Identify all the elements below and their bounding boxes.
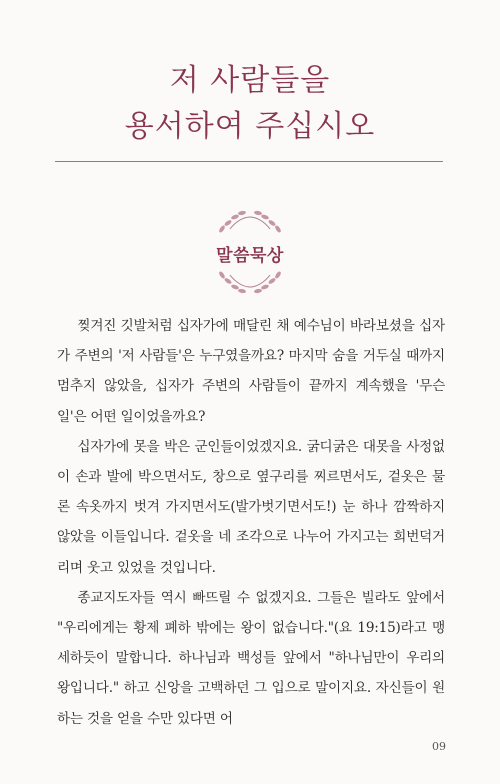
paragraph: 종교지도자들 역시 빠뜨릴 수 없겠지요. 그들은 빌라도 앞에서 "우리에게는 황제 폐하 밖에는 왕이 없습니다."(요 19:15)라고 맹세하듯이 말합니다. 하나님과 백성들 앞에서 "하나님만이 우리의 왕입니다." 하고 신앙을 고백하던 그 입으로 말이지요. 자신들이 원하는 것을 얻을 수만 있다면 어 [57, 589, 445, 727]
section-label: 말씀묵상 [216, 246, 284, 266]
section-emblem [200, 207, 300, 297]
title-divider [55, 161, 443, 162]
paragraph: 찢겨진 깃발처럼 십자가에 매달린 채 예수님이 바라보셨을 십자가 주변의 '저 사람들'은 누구였을까요? 마지막 숨을 거두실 때까지 멈추지 않았을, 십자가 주변의 사람들이 끝까지 계속했을 '무슨 일'은 어떤 일이었을까요? [57, 318, 445, 425]
chapter-title-line-1: 저 사람들을 [169, 63, 331, 98]
page-number: 09 [432, 740, 446, 753]
chapter-title-line-2: 용서하여 주십시오 [124, 109, 376, 144]
paragraph: 십자가에 못을 박은 군인들이었겠지요. 굵디굵은 대못을 사정없이 손과 발에 박으면서도, 창으로 옆구리를 찌르면서도, 겉옷은 물론 속옷까지 벗겨 가지면서도(발가벗기면서도!) 눈 하나 깜짝하지 않았을 이들입니다. 겉옷을 네 조각으로 나누어 가지고는 희번덕거리며 웃고 있었을 것입니다. [57, 438, 445, 576]
body-text [57, 311, 445, 734]
chapter-title [0, 58, 500, 150]
